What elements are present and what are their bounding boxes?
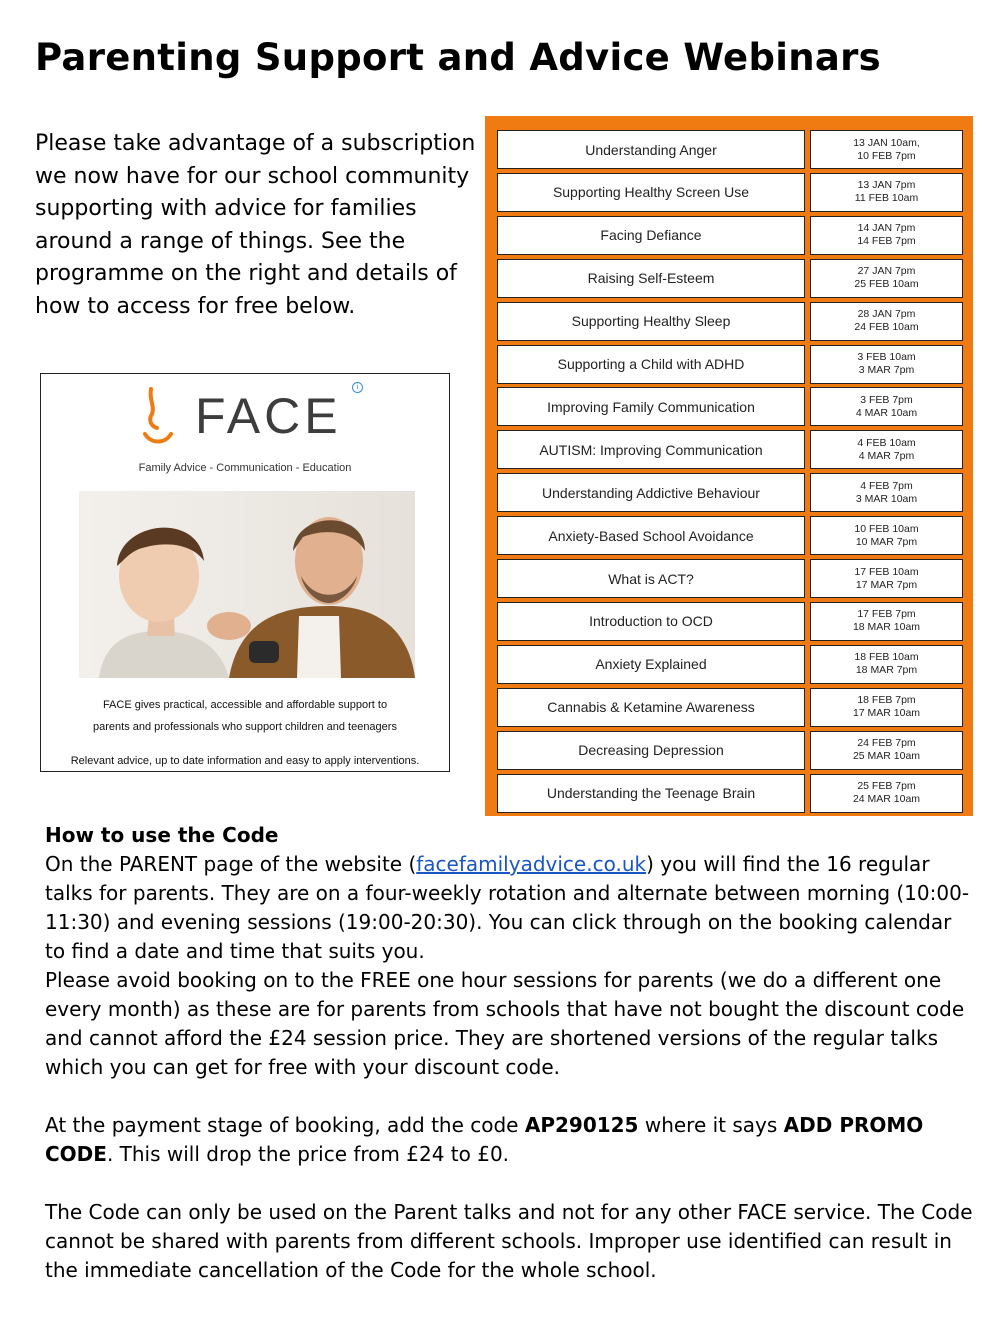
howto-paragraph-3 [45,1111,975,1169]
face-logo [137,384,377,454]
howto-p1-after: ) you will find the 16 regular talks for parents. They are on a four-weekly rotation and alternate between morning (10:00-11:30) and evening sessions (19:00-20:30). You can click through on the booking calendar to find a date and time that suits you. [45,852,970,963]
talk-title: Supporting Healthy Screen Use [497,173,805,212]
schedule-row [497,516,963,555]
talk-dates: 25 FEB 7pm 24 MAR 10am [810,774,963,813]
webinar-schedule [485,116,973,816]
talk-dates: 24 FEB 7pm 25 MAR 10am [810,731,963,770]
promo-code: AP290125 [524,1113,639,1137]
talk-dates: 18 FEB 10am 18 MAR 7pm [810,645,963,684]
schedule-row [497,130,963,169]
talk-title: AUTISM: Improving Communication [497,430,805,469]
talk-title: Anxiety Explained [497,645,805,684]
talk-dates: 17 FEB 10am 17 MAR 7pm [810,559,963,598]
schedule-row [497,216,963,255]
talk-title: Introduction to OCD [497,602,805,641]
ad-description-line2: parents and professionals who support children and teenagers [93,721,397,733]
face-advert[interactable] [40,373,450,772]
talk-dates: 13 JAN 10am, 10 FEB 7pm [810,130,963,169]
talk-dates: 18 FEB 7pm 17 MAR 10am [810,688,963,727]
talk-dates: 28 JAN 7pm 24 FEB 10am [810,302,963,341]
schedule-row [497,559,963,598]
schedule-row [497,387,963,426]
talk-title: Decreasing Depression [497,731,805,770]
talk-title: Understanding the Teenage Brain [497,774,805,813]
talk-title: Supporting Healthy Sleep [497,302,805,341]
howto-p1-before: On the PARENT page of the website ( [45,852,417,876]
howto-p3-mid: where it says [638,1113,784,1137]
schedule-row [497,645,963,684]
face-logo-text: FACE [195,388,342,444]
adchoices-icon[interactable]: i [352,382,363,393]
add-promo-code-label: ADD PROMO CODE [45,1113,924,1166]
ad-footer-text: Relevant advice, up to date information and easy to apply interventions. [70,755,420,767]
talk-title: What is ACT? [497,559,805,598]
website-link[interactable]: facefamilyadvice.co.uk [416,852,647,876]
page-title: Parenting Support and Advice Webinars [35,36,881,79]
schedule-row [497,602,963,641]
talk-title: Supporting a Child with ADHD [497,345,805,384]
schedule-row [497,173,963,212]
schedule-row [497,473,963,512]
talk-dates: 27 JAN 7pm 25 FEB 10am [810,259,963,298]
talk-dates: 13 JAN 7pm 11 FEB 10am [810,173,963,212]
schedule-row [497,731,963,770]
talk-title: Improving Family Communication [497,387,805,426]
ad-photo [79,491,415,678]
ad-description [41,694,449,738]
howto-paragraph-1 [45,850,975,966]
talk-dates: 14 JAN 7pm 14 FEB 7pm [810,216,963,255]
talk-title: Understanding Addictive Behaviour [497,473,805,512]
howto-paragraph-2: Please avoid booking on to the FREE one hour sessions for parents (we do a different one every month) as these are for parents from schools that have not bought the discount code and cannot afford the £24 session price. They are shortened versions of the regular talks which you can get for free with your discount code. [45,968,965,1079]
talk-dates: 17 FEB 7pm 18 MAR 10am [810,602,963,641]
talk-dates: 10 FEB 10am 10 MAR 7pm [810,516,963,555]
howto-p3-before: At the payment stage of booking, add the code [45,1113,525,1137]
talk-title: Facing Defiance [497,216,805,255]
schedule-row [497,302,963,341]
talk-title: Understanding Anger [497,130,805,169]
face-profile-logo-icon [137,384,187,454]
howto-heading: How to use the Code [45,823,279,847]
schedule-row [497,345,963,384]
talk-dates: 3 FEB 7pm 4 MAR 10am [810,387,963,426]
talk-dates: 4 FEB 10am 4 MAR 7pm [810,430,963,469]
ad-tagline: Family Advice - Communication - Education [138,462,352,474]
schedule-row [497,688,963,727]
schedule-row [497,259,963,298]
ad-description-line1: FACE gives practical, accessible and affordable support to [102,699,388,711]
schedule-row [497,430,963,469]
intro-text: Please take advantage of a subscription we now have for our school community supporting with advice for families around a range of things. See the programme on the right and details of how to access for free below. [35,131,476,319]
talk-title: Anxiety-Based School Avoidance [497,516,805,555]
talk-dates: 4 FEB 7pm 3 MAR 10am [810,473,963,512]
howto-p3-after: . This will drop the price from £24 to £0. [106,1142,510,1166]
talk-dates: 3 FEB 10am 3 MAR 7pm [810,345,963,384]
schedule-row [497,774,963,813]
how-to-section [45,821,975,1285]
talk-title: Cannabis & Ketamine Awareness [497,688,805,727]
talk-title: Raising Self-Esteem [497,259,805,298]
howto-paragraph-4: The Code can only be used on the Parent talks and not for any other FACE service. The Code cannot be shared with parents from different schools. Improper use identified can result in the immediate cancellation of the Code for the whole school. [45,1200,973,1282]
